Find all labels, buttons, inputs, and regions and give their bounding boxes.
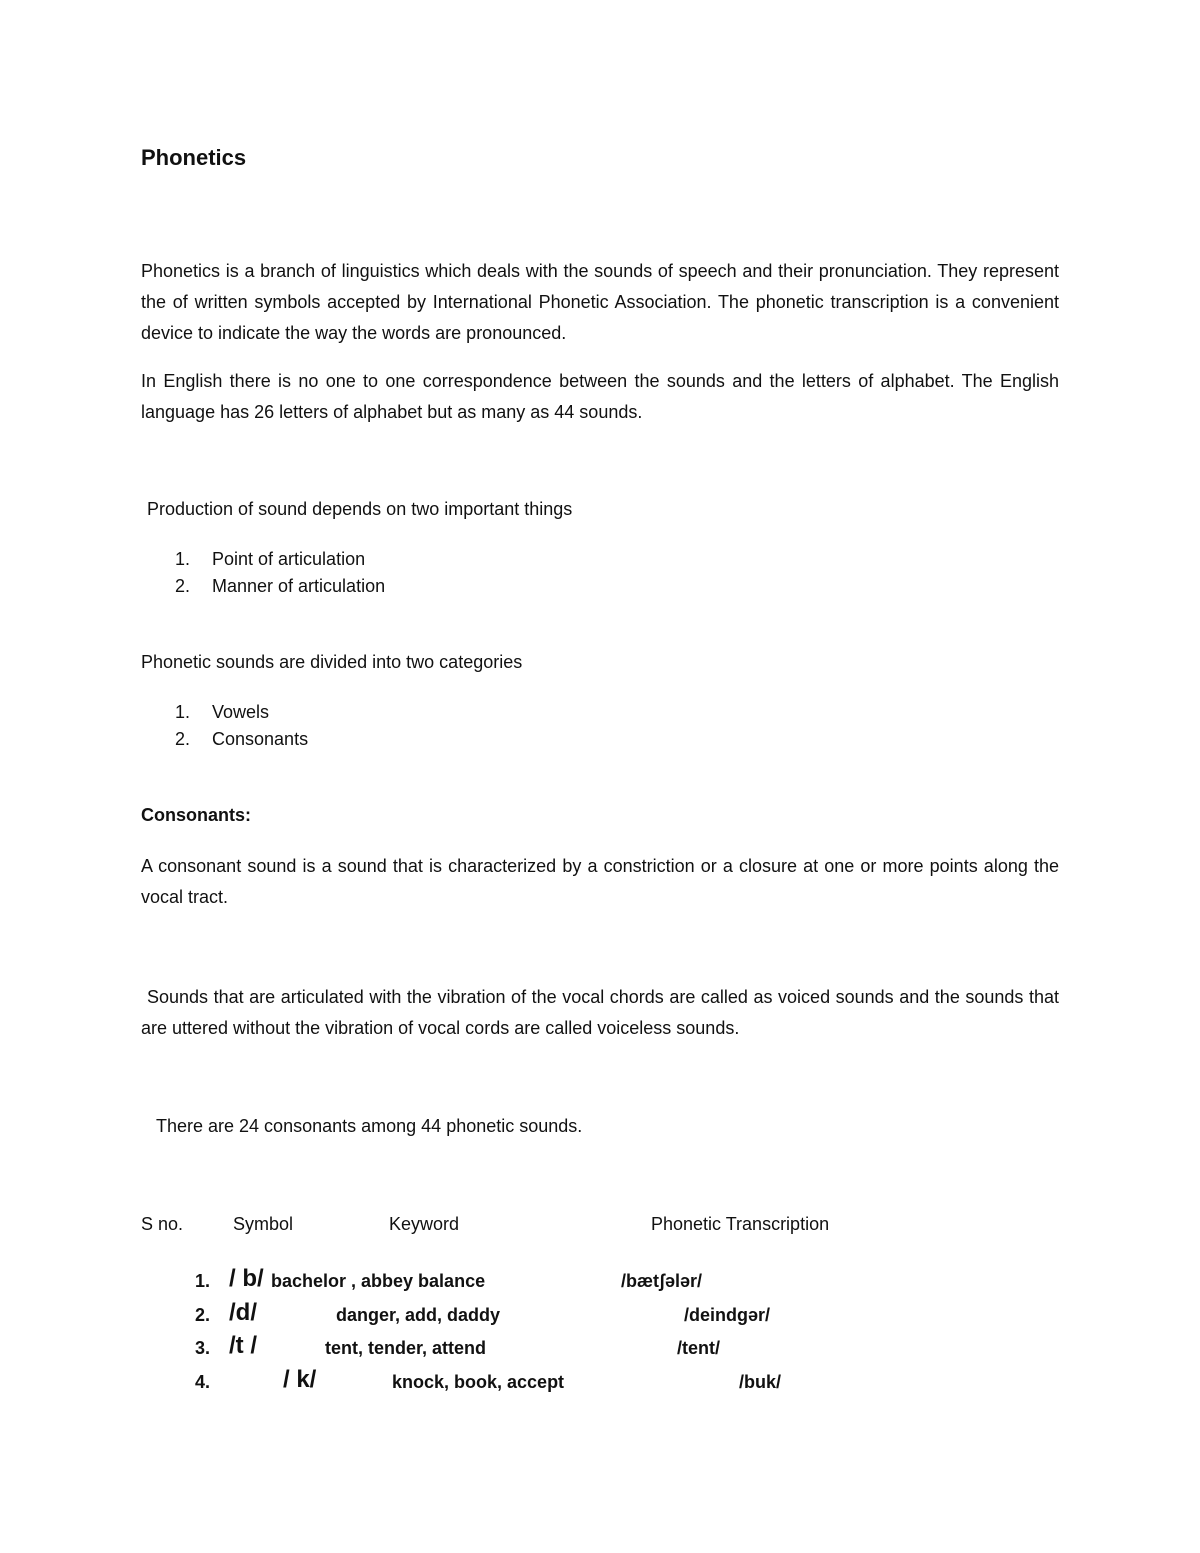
row-keyword: danger, add, daddy — [336, 1305, 501, 1325]
list-item-label: Consonants — [212, 729, 309, 749]
page-title: Phonetics — [141, 145, 247, 170]
intro-paragraph-2: In English there is no one to one correspondence between the sounds and the letters of alphabet. The English language has 26 letters of alphabet but as many as 44 sounds. — [141, 371, 1059, 422]
consonant-count: There are 24 consonants among 44 phonetic sounds. — [156, 1116, 583, 1136]
row-transcription: /buk/ — [739, 1372, 782, 1392]
row-symbol: / b/ — [229, 1265, 264, 1292]
production-heading: Production of sound depends on two important things — [147, 499, 573, 519]
row-symbol: /d/ — [229, 1299, 257, 1326]
row-number: 2. — [195, 1305, 211, 1325]
row-transcription: /deindgər/ — [684, 1305, 771, 1325]
categories-heading: Phonetic sounds are divided into two categories — [141, 652, 523, 672]
list-item-number: 1. — [175, 702, 191, 722]
row-symbol: /t / — [229, 1332, 257, 1359]
row-keyword: tent, tender, attend — [325, 1338, 487, 1358]
list-item-number: 1. — [175, 549, 191, 569]
header-symbol: Symbol — [233, 1214, 294, 1234]
row-keyword: knock, book, accept — [392, 1372, 565, 1392]
list-item-label: Point of articulation — [212, 549, 366, 569]
row-transcription: /bætʃələr/ — [621, 1271, 703, 1291]
consonants-heading: Consonants: — [141, 805, 251, 825]
voicing-paragraph: Sounds that are articulated with the vibration of the vocal chords are called as voiced sounds and the sounds that are uttered without the vibration of vocal cords are called voiceless sounds. — [141, 987, 1059, 1038]
header-transcription: Phonetic Transcription — [651, 1214, 830, 1234]
row-number: 3. — [195, 1338, 211, 1358]
header-sno: S no. — [141, 1214, 184, 1234]
consonant-definition: A consonant sound is a sound that is characterized by a constriction or a closure at one or more points along the vocal tract. — [141, 856, 1059, 907]
header-keyword: Keyword — [389, 1214, 460, 1234]
list-item-number: 2. — [175, 576, 191, 596]
row-symbol: / k/ — [283, 1366, 317, 1393]
row-number: 4. — [195, 1372, 211, 1392]
intro-paragraph-1: Phonetics is a branch of linguistics which deals with the sounds of speech and their pronunciation. They represent the of written symbols accepted by International Phonetic Association. The phonetic transcription is a convenient device to indicate the way the words are pronounced. — [141, 261, 1059, 343]
row-number: 1. — [195, 1271, 211, 1291]
row-keyword: bachelor , abbey balance — [271, 1271, 486, 1291]
row-transcription: /tent/ — [677, 1338, 720, 1358]
list-item-label: Manner of articulation — [212, 576, 386, 596]
list-item-number: 2. — [175, 729, 191, 749]
list-item-label: Vowels — [212, 702, 270, 722]
